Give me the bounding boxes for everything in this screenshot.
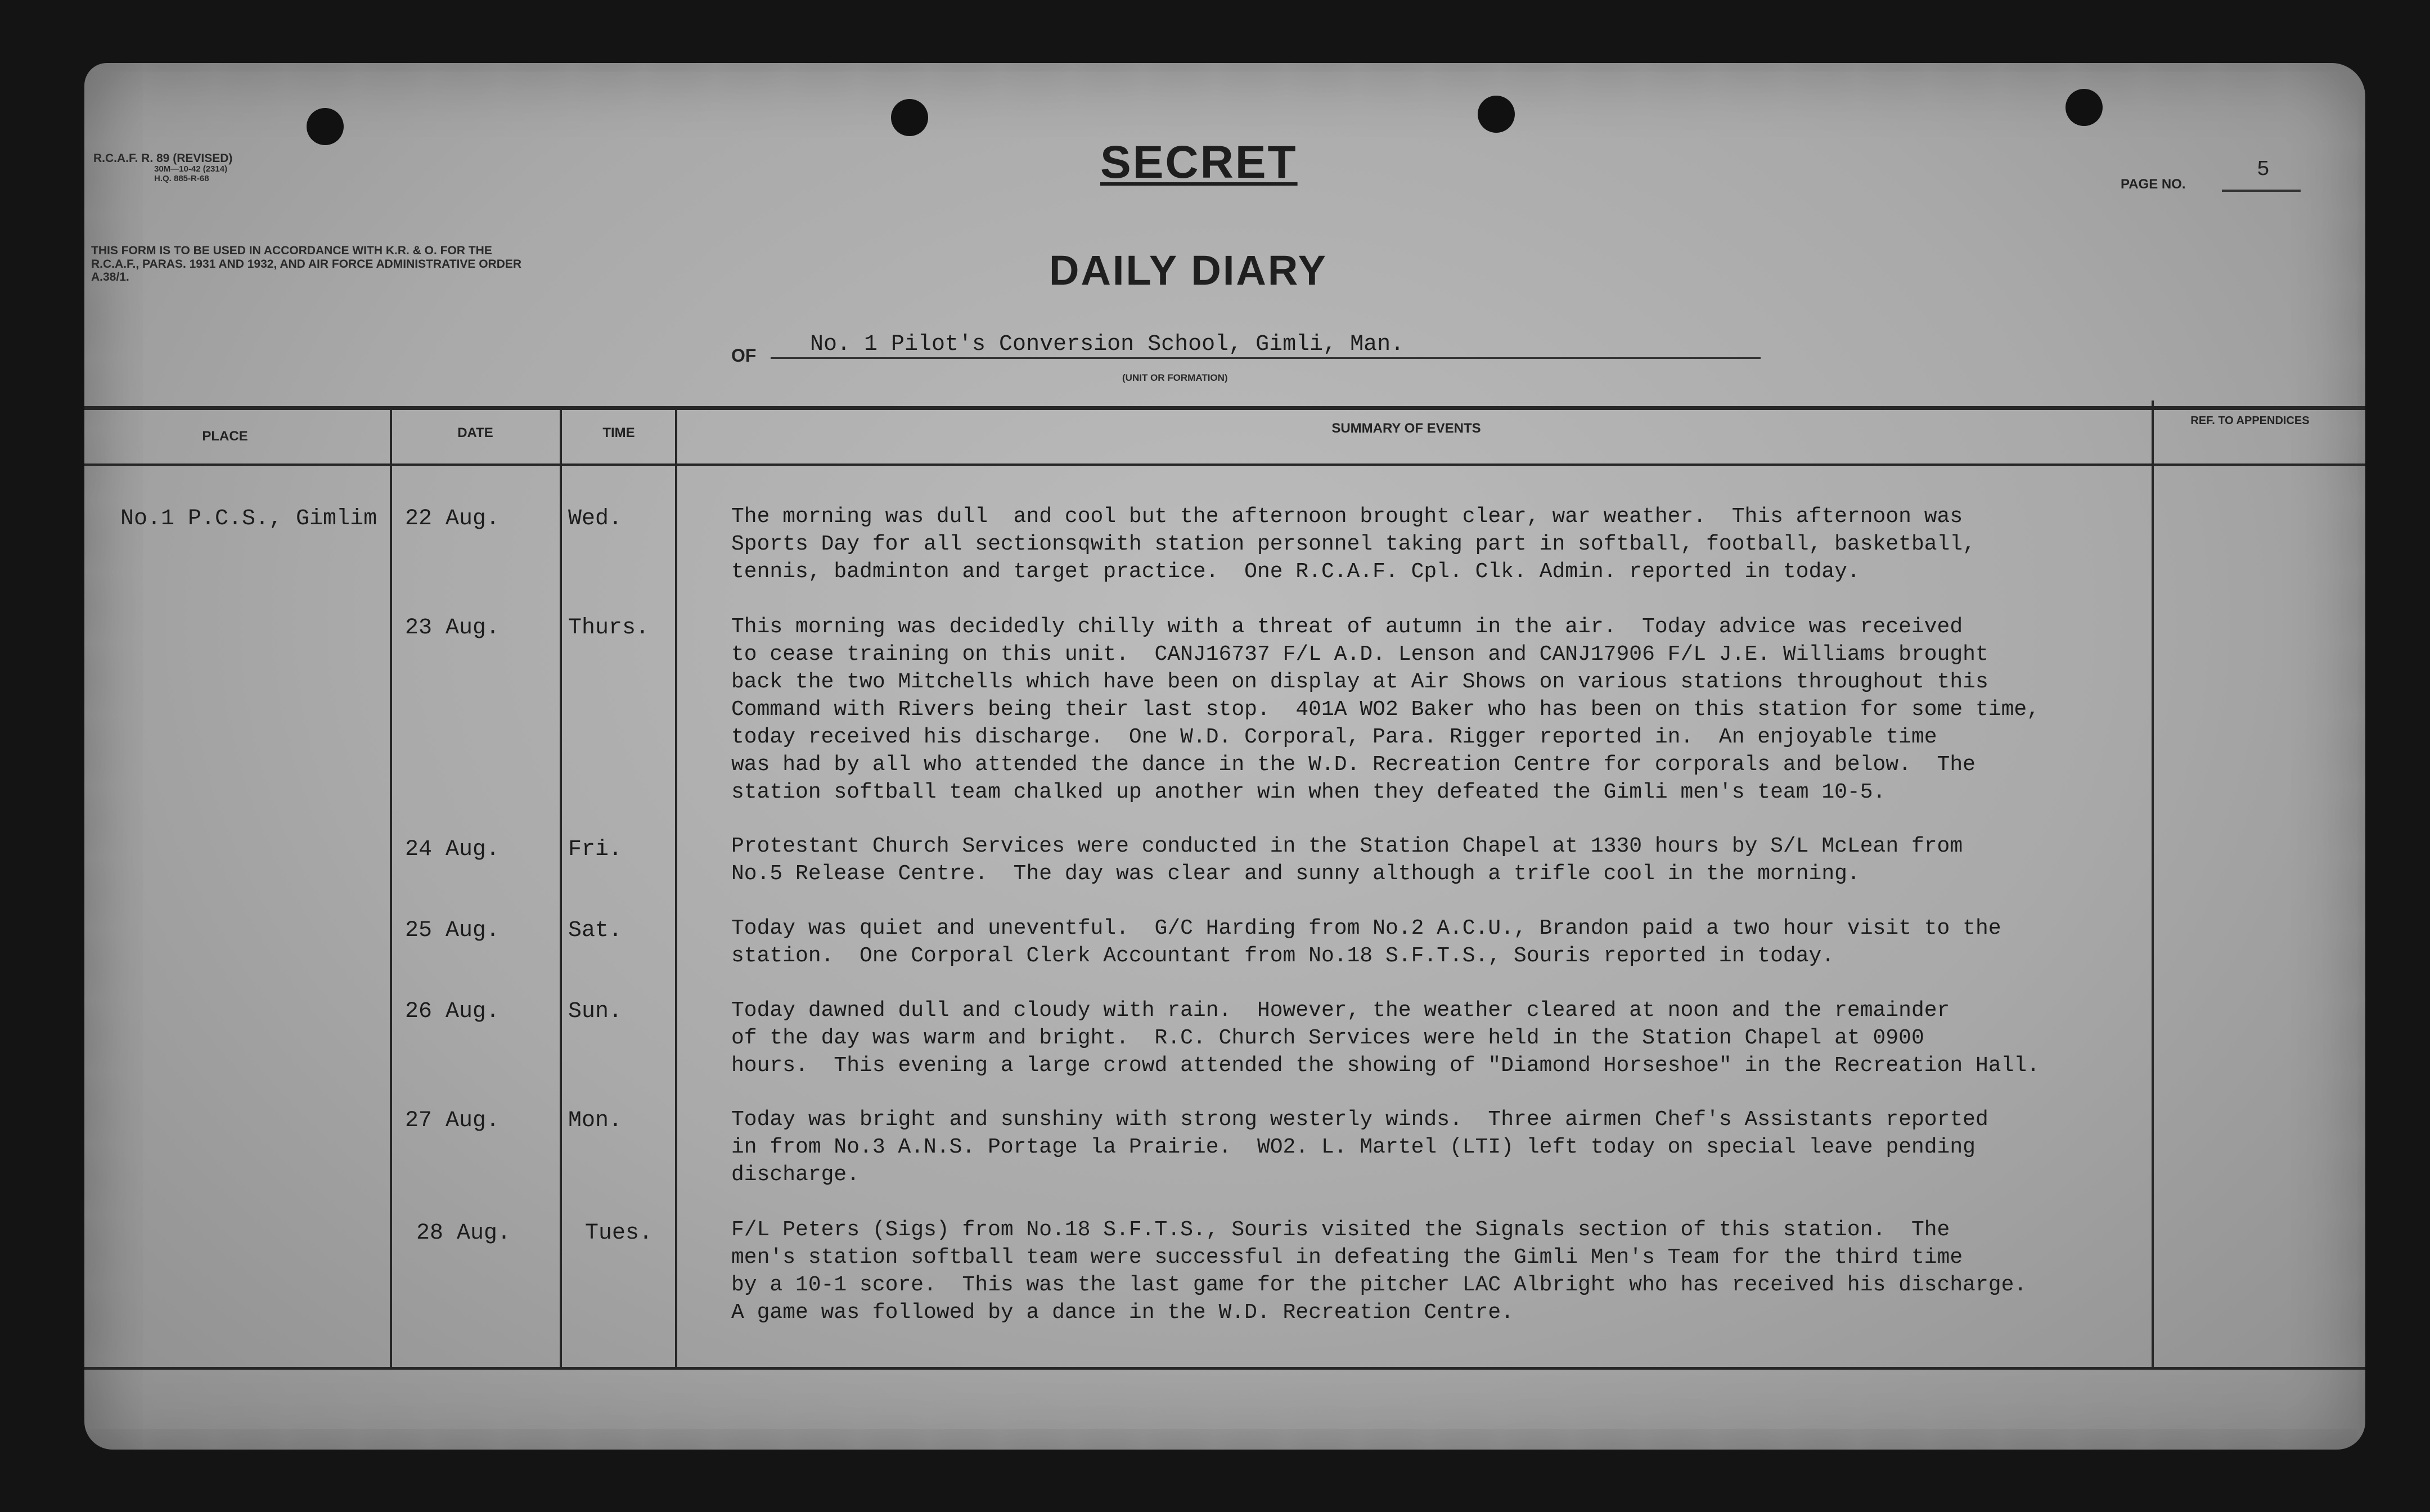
entry-day: Tues.: [585, 1221, 653, 1246]
entry-date: 22 Aug.: [405, 506, 500, 532]
entry-day: Fri.: [568, 837, 623, 862]
entry-summary: This morning was decidedly chilly with a threat of autumn in the air. Today advice was received to cease training on this unit. CANJ16737 F/L A.D. Lenson and CANJ17906 F/L J.E. Williams brought back the two Mitchells which have been on display at Air Shows on various stations throughout this Command with Rivers being their last stop. 401A WO2 Baker who has been on this station for some time, today received his discharge. One W.D. Corporal, Para. Rigger reported in. An enjoyable time was had by all who attended the dance in the W.D. Recreation Centre for corporals and below. The station softball team chalked up another win when they defeated the Gimli men's team 10-5.: [731, 615, 2040, 804]
classification-stamp: SECRET: [1100, 137, 1298, 188]
entry-date: 24 Aug.: [405, 837, 500, 862]
punch-hole: [891, 99, 928, 136]
entry-summary: Today dawned dull and cloudy with rain. However, the weather cleared at noon and the remainder of the day was warm and bright. R.C. Church Services were held in the Station Chapel at 0900 hours. This evening a large crowd attended the showing of "Diamond Horseshoe" in the Recreation Hall.: [731, 998, 2040, 1078]
form-ref-sub1: 30M—10-42 (2314): [154, 164, 228, 174]
diary-sheet: [84, 63, 2365, 1450]
column-divider: [390, 409, 392, 1368]
unit-caption: (UNIT OR FORMATION): [1122, 372, 1228, 383]
page-number-label: PAGE NO.: [2121, 177, 2186, 192]
punch-hole: [2066, 89, 2103, 126]
entry-date: 27 Aug.: [405, 1108, 500, 1133]
entry-summary: F/L Peters (Sigs) from No.18 S.F.T.S., Souris visited the Signals section of this station. The men's station softball team were successful in defeating the Gimli Men's Team for the third time by a 10-1 score. This was the last game for the pitcher LAC Albright who has received his discharge. A game was followed by a dance in the W.D. Recreation Centre.: [731, 1218, 2027, 1325]
entry-summary: Today was bright and sunshiny with strong westerly winds. Three airmen Chef's Assistants reported in from No.3 A.N.S. Portage la Prairie. WO2. L. Martel (LTI) left today on special leave pending discharge.: [731, 1108, 1988, 1187]
entry-day: Sat.: [568, 918, 623, 943]
entry-summary: Protestant Church Services were conducted in the Station Chapel at 1330 hours by S/L McLean from No.5 Release Centre. The day was clear and sunny although a trifle cool in the morning.: [731, 834, 1963, 886]
column-header-summary: SUMMARY OF EVENTS: [1331, 421, 1481, 436]
page-title: DAILY DIARY: [1049, 247, 1328, 294]
entry-day: Thurs.: [568, 615, 650, 641]
entry-day: Wed.: [568, 506, 623, 532]
column-divider: [675, 409, 677, 1368]
column-divider: [2152, 400, 2154, 1368]
form-reference: [93, 152, 232, 183]
punch-hole: [307, 108, 344, 145]
column-header-time: TIME: [602, 425, 635, 440]
column-header-ref-appendices: REF. TO APPENDICES: [2190, 415, 2310, 427]
entry-summary: Today was quiet and uneventful. G/C Harding from No.2 A.C.U., Brandon paid a two hour visit to the station. One Corporal Clerk Accountant from No.18 S.F.T.S., Souris reported in today.: [731, 916, 2001, 968]
punch-hole: [1478, 96, 1515, 133]
form-usage-note: THIS FORM IS TO BE USED IN ACCORDANCE WITH K.R. & O. FOR THE R.C.A.F., PARAS. 1931 AND 1932, AND AIR FORCE ADMINISTRATIVE ORDER A.38/1.: [91, 244, 522, 284]
form-ref-sub2: H.Q. 885-R-68: [154, 173, 209, 183]
entry-date: 25 Aug.: [405, 918, 500, 943]
entry-date: 23 Aug.: [405, 615, 500, 641]
form-ref-code: R.C.A.F. R. 89 (REVISED): [93, 152, 233, 165]
column-divider: [560, 409, 562, 1368]
column-header-date: DATE: [457, 425, 493, 440]
column-header-place: PLACE: [202, 429, 248, 444]
header-bottom-rule: [84, 464, 2365, 466]
of-label: OF: [731, 345, 757, 366]
table-top-rule: [84, 406, 2365, 410]
page-number-underline: [2222, 190, 2301, 192]
place-cell: No.1 P.C.S., Gimlim: [120, 506, 377, 532]
table-bottom-rule: [84, 1367, 2365, 1370]
entry-date: 26 Aug.: [405, 999, 500, 1024]
entry-summary: The morning was dull and cool but the afternoon brought clear, war weather. This afternoon was Sports Day for all sectionsqwith station personnel taking part in softball, football, basketball, tennis, badminton and target practice. One R.C.A.F. Cpl. Clk. Admin. reported in today.: [731, 505, 1976, 584]
unit-name: No. 1 Pilot's Conversion School, Gimli, Man.: [771, 332, 1761, 359]
page-number: 5: [2257, 158, 2270, 182]
entry-date: 28 Aug.: [416, 1221, 511, 1246]
entry-day: Sun.: [568, 999, 623, 1024]
entry-day: Mon.: [568, 1108, 623, 1133]
